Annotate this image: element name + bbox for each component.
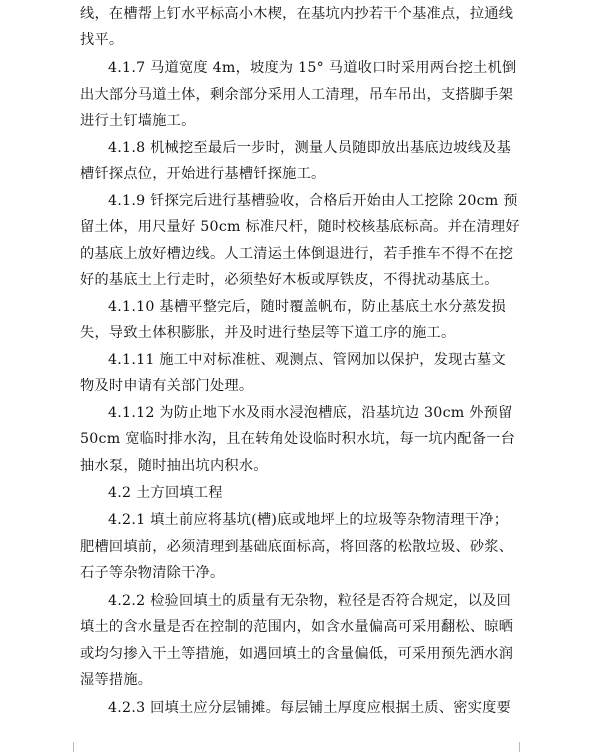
text-line: 失，导致土体积膨胀，并及时进行垫层等下道工序的施工。 <box>80 325 456 341</box>
paragraph-start: 4.1.8 机械挖至最后一步时，测量人员随即放出基底边坡线及基 <box>108 140 512 156</box>
paragraph-start: 4.2.1 填土前应将基坑(槽)底或地坪上的垃圾等杂物清理干净； <box>108 512 509 528</box>
text-line: 线，在槽帮上钉水平标高小木楔，在基坑内抄若干个基准点，拉通线 <box>80 6 514 22</box>
text-line: 或均匀掺入干土等措施，如遇回填土的含量偏低，可采用预先洒水润 <box>80 646 514 662</box>
text-line: 石子等杂物清除干净。 <box>80 565 225 581</box>
text-line: 好的基底土上行走时，必须垫好木板或厚铁皮，不得扰动基底土。 <box>80 272 499 288</box>
crop-mark-right <box>519 742 532 752</box>
text-line: 出大部分马道土体，剩余部分采用人工清理，吊车吊出，支搭脚手架 <box>80 87 514 103</box>
text-line: 进行土钉墙施工。 <box>80 113 196 129</box>
text-line: 找平。 <box>80 32 124 48</box>
text-line: 填土的含水量是否在控制的范围内，如含水量偏高可采用翻松、晾晒 <box>80 619 514 635</box>
text-line: 肥槽回填前，必须清理到基础底面标高，将回落的松散垃圾、砂浆、 <box>80 539 514 555</box>
text-line: 抽水泵，随时抽出坑内积水。 <box>80 458 268 474</box>
paragraph-start: 4.2.2 检验回填土的质量有无杂物，粒径是否符合规定，以及回 <box>108 593 512 609</box>
section-heading: 4.2 土方回填工程 <box>108 485 223 501</box>
text-line: 留土体，用尺量好 50cm 标准尺杆，随时校核基底标高。并在清理好 <box>80 219 520 235</box>
text-line: 槽钎探点位，开始进行基槽钎探施工。 <box>80 166 326 182</box>
paragraph-start: 4.1.10 基槽平整完后，随时覆盖帆布，防止基底土水分蒸发损 <box>108 299 506 315</box>
paragraph-start: 4.1.12 为防止地下水及雨水浸泡槽底，沿基坑边 30cm 外预留 <box>108 405 513 421</box>
text-line: 的基底上放好槽边线。人工清运土体倒退进行，若手推车不得不在挖 <box>80 246 514 262</box>
paragraph-start: 4.1.9 钎探完后进行基槽验收，合格后开始由人工挖除 20cm 预 <box>108 193 518 209</box>
paragraph-start: 4.1.11 施工中对标准桩、观测点、管网加以保护，发现古墓文 <box>108 352 506 368</box>
crop-mark-left <box>61 742 74 752</box>
text-line: 物及时申请有关部门处理。 <box>80 378 254 394</box>
paragraph-start: 4.1.7 马道宽度 4m，坡度为 15° 马道收口时采用两台挖土机倒 <box>108 60 517 76</box>
text-line: 湿等措施。 <box>80 672 153 688</box>
text-line: 50cm 宽临时排水沟，且在转角处设临时积水坑，每一坑内配备一台 <box>80 431 516 447</box>
paragraph-start: 4.2.3 回填土应分层铺摊。每层铺土厚度应根据土质、密实度要 <box>108 700 512 716</box>
